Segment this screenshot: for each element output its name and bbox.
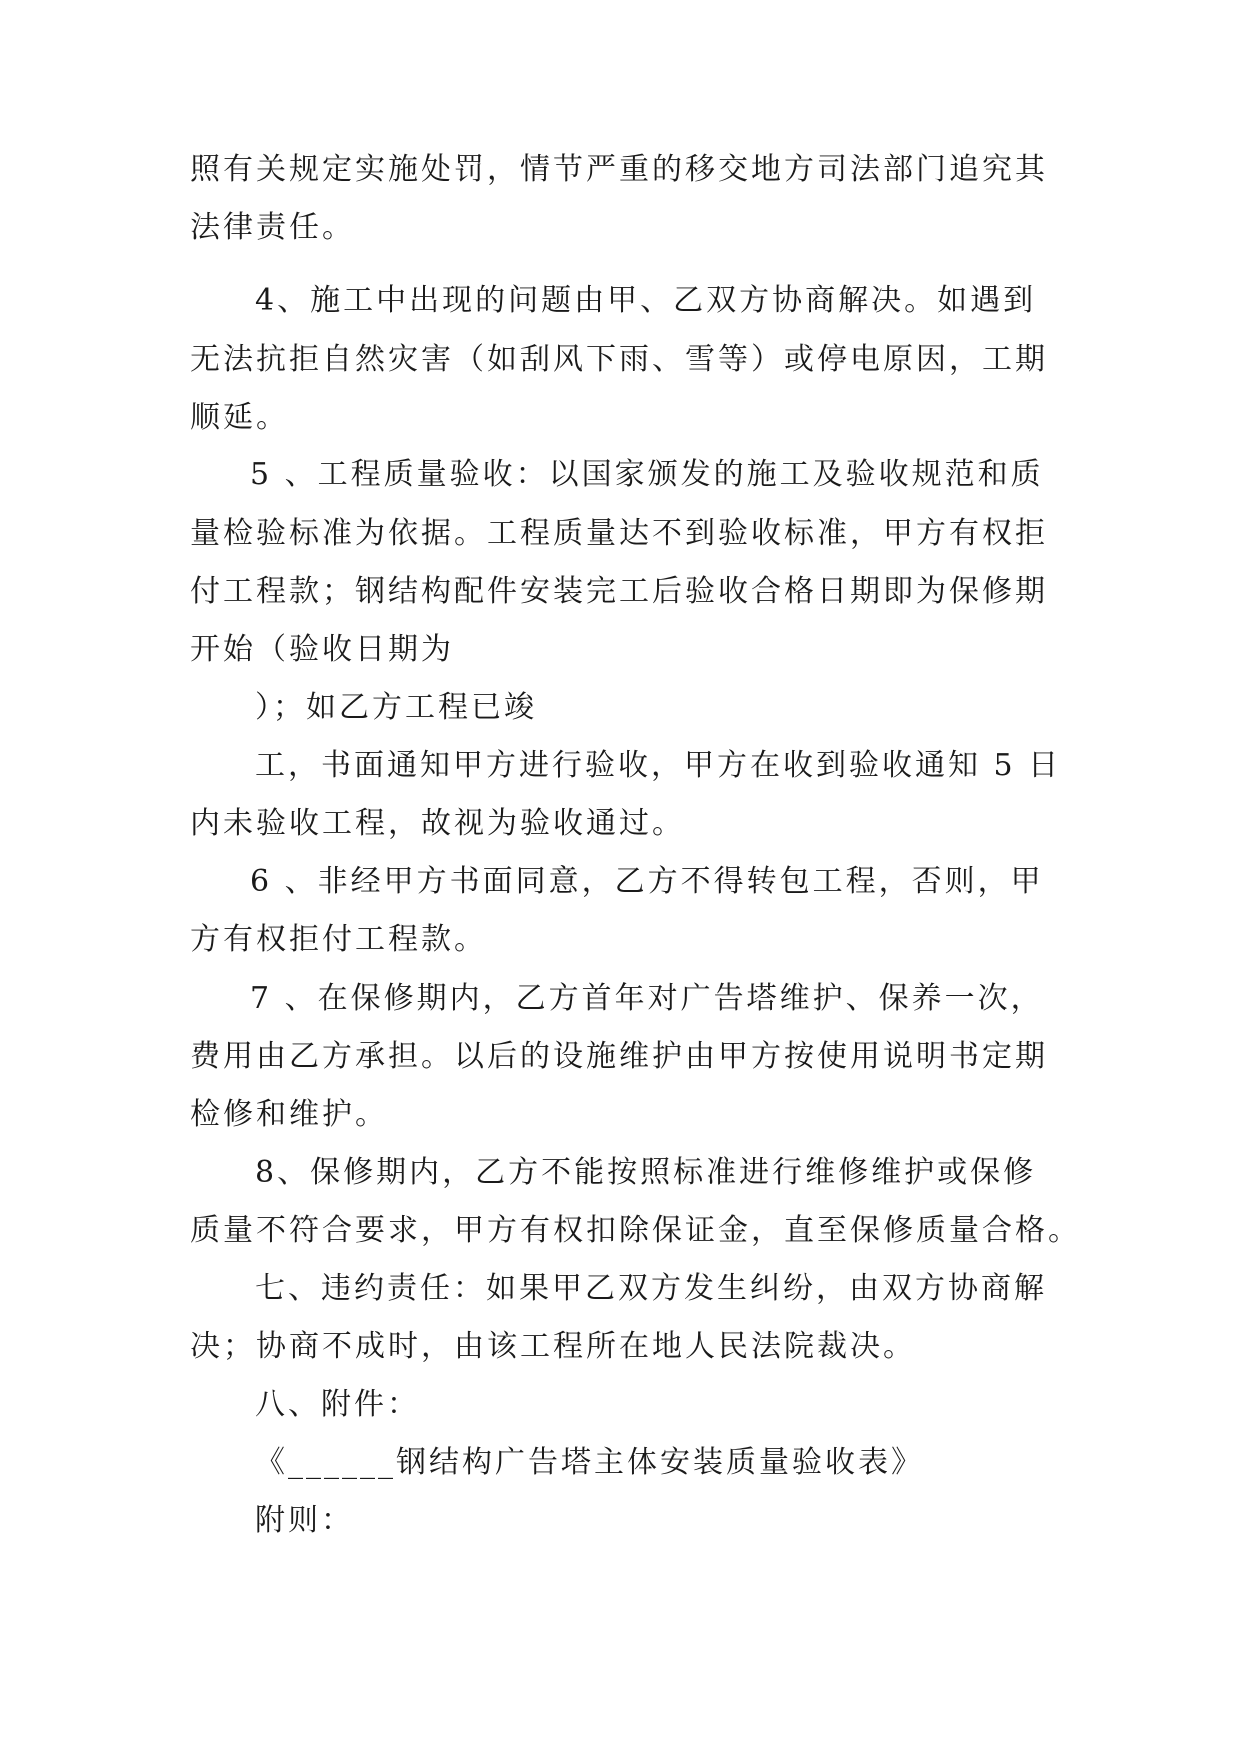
text-line: 7 、在保修期内，乙方首年对广告塔维护、保养一次， bbox=[250, 981, 1044, 1016]
text-line: 检修和维护。 bbox=[190, 1097, 388, 1132]
text-line: 照有关规定实施处罚，情节严重的移交地方司法部门追究其 bbox=[190, 152, 1048, 187]
text-line: 附则： bbox=[255, 1503, 354, 1538]
text-line: 八、附件： bbox=[255, 1387, 420, 1422]
text-line: 内未验收工程，故视为验收通过。 bbox=[190, 806, 685, 841]
text-line: 方有权拒付工程款。 bbox=[190, 922, 487, 957]
text-line: ）；如乙方工程已竣 bbox=[255, 690, 537, 725]
text-line: 决；协商不成时，由该工程所在地人民法院裁决。 bbox=[190, 1329, 916, 1364]
text-line: 顺延。 bbox=[190, 400, 289, 435]
text-line: 无法抗拒自然灾害（如刮风下雨、雪等）或停电原因，工期 bbox=[190, 342, 1048, 377]
text-line: 工，书面通知甲方进行验收，甲方在收到验收通知 5 日 bbox=[255, 748, 1062, 783]
text-line: 费用由乙方承担。以后的设施维护由甲方按使用说明书定期 bbox=[190, 1039, 1048, 1074]
text-line: 5 、工程质量验收：以国家颁发的施工及验收规范和质 bbox=[250, 457, 1044, 492]
text-line: 开始（验收日期为 bbox=[190, 632, 454, 667]
text-line: 《______钢结构广告塔主体安装质量验收表》 bbox=[255, 1445, 924, 1480]
text-line: 法律责任。 bbox=[190, 210, 355, 245]
text-line: 6 、非经甲方书面同意，乙方不得转包工程，否则，甲 bbox=[250, 864, 1044, 899]
text-line: 量检验标准为依据。工程质量达不到验收标准，甲方有权拒 bbox=[190, 516, 1048, 551]
text-line: 4、施工中出现的问题由甲、乙双方协商解决。如遇到 bbox=[255, 283, 1037, 318]
text-line: 付工程款；钢结构配件安装完工后验收合格日期即为保修期 bbox=[190, 574, 1048, 609]
text-line: 七、违约责任：如果甲乙双方发生纠纷，由双方协商解 bbox=[255, 1271, 1047, 1306]
text-line: 质量不符合要求，甲方有权扣除保证金，直至保修质量合格。 bbox=[190, 1213, 1081, 1248]
text-line: 8、保修期内，乙方不能按照标准进行维修维护或保修 bbox=[255, 1155, 1037, 1190]
